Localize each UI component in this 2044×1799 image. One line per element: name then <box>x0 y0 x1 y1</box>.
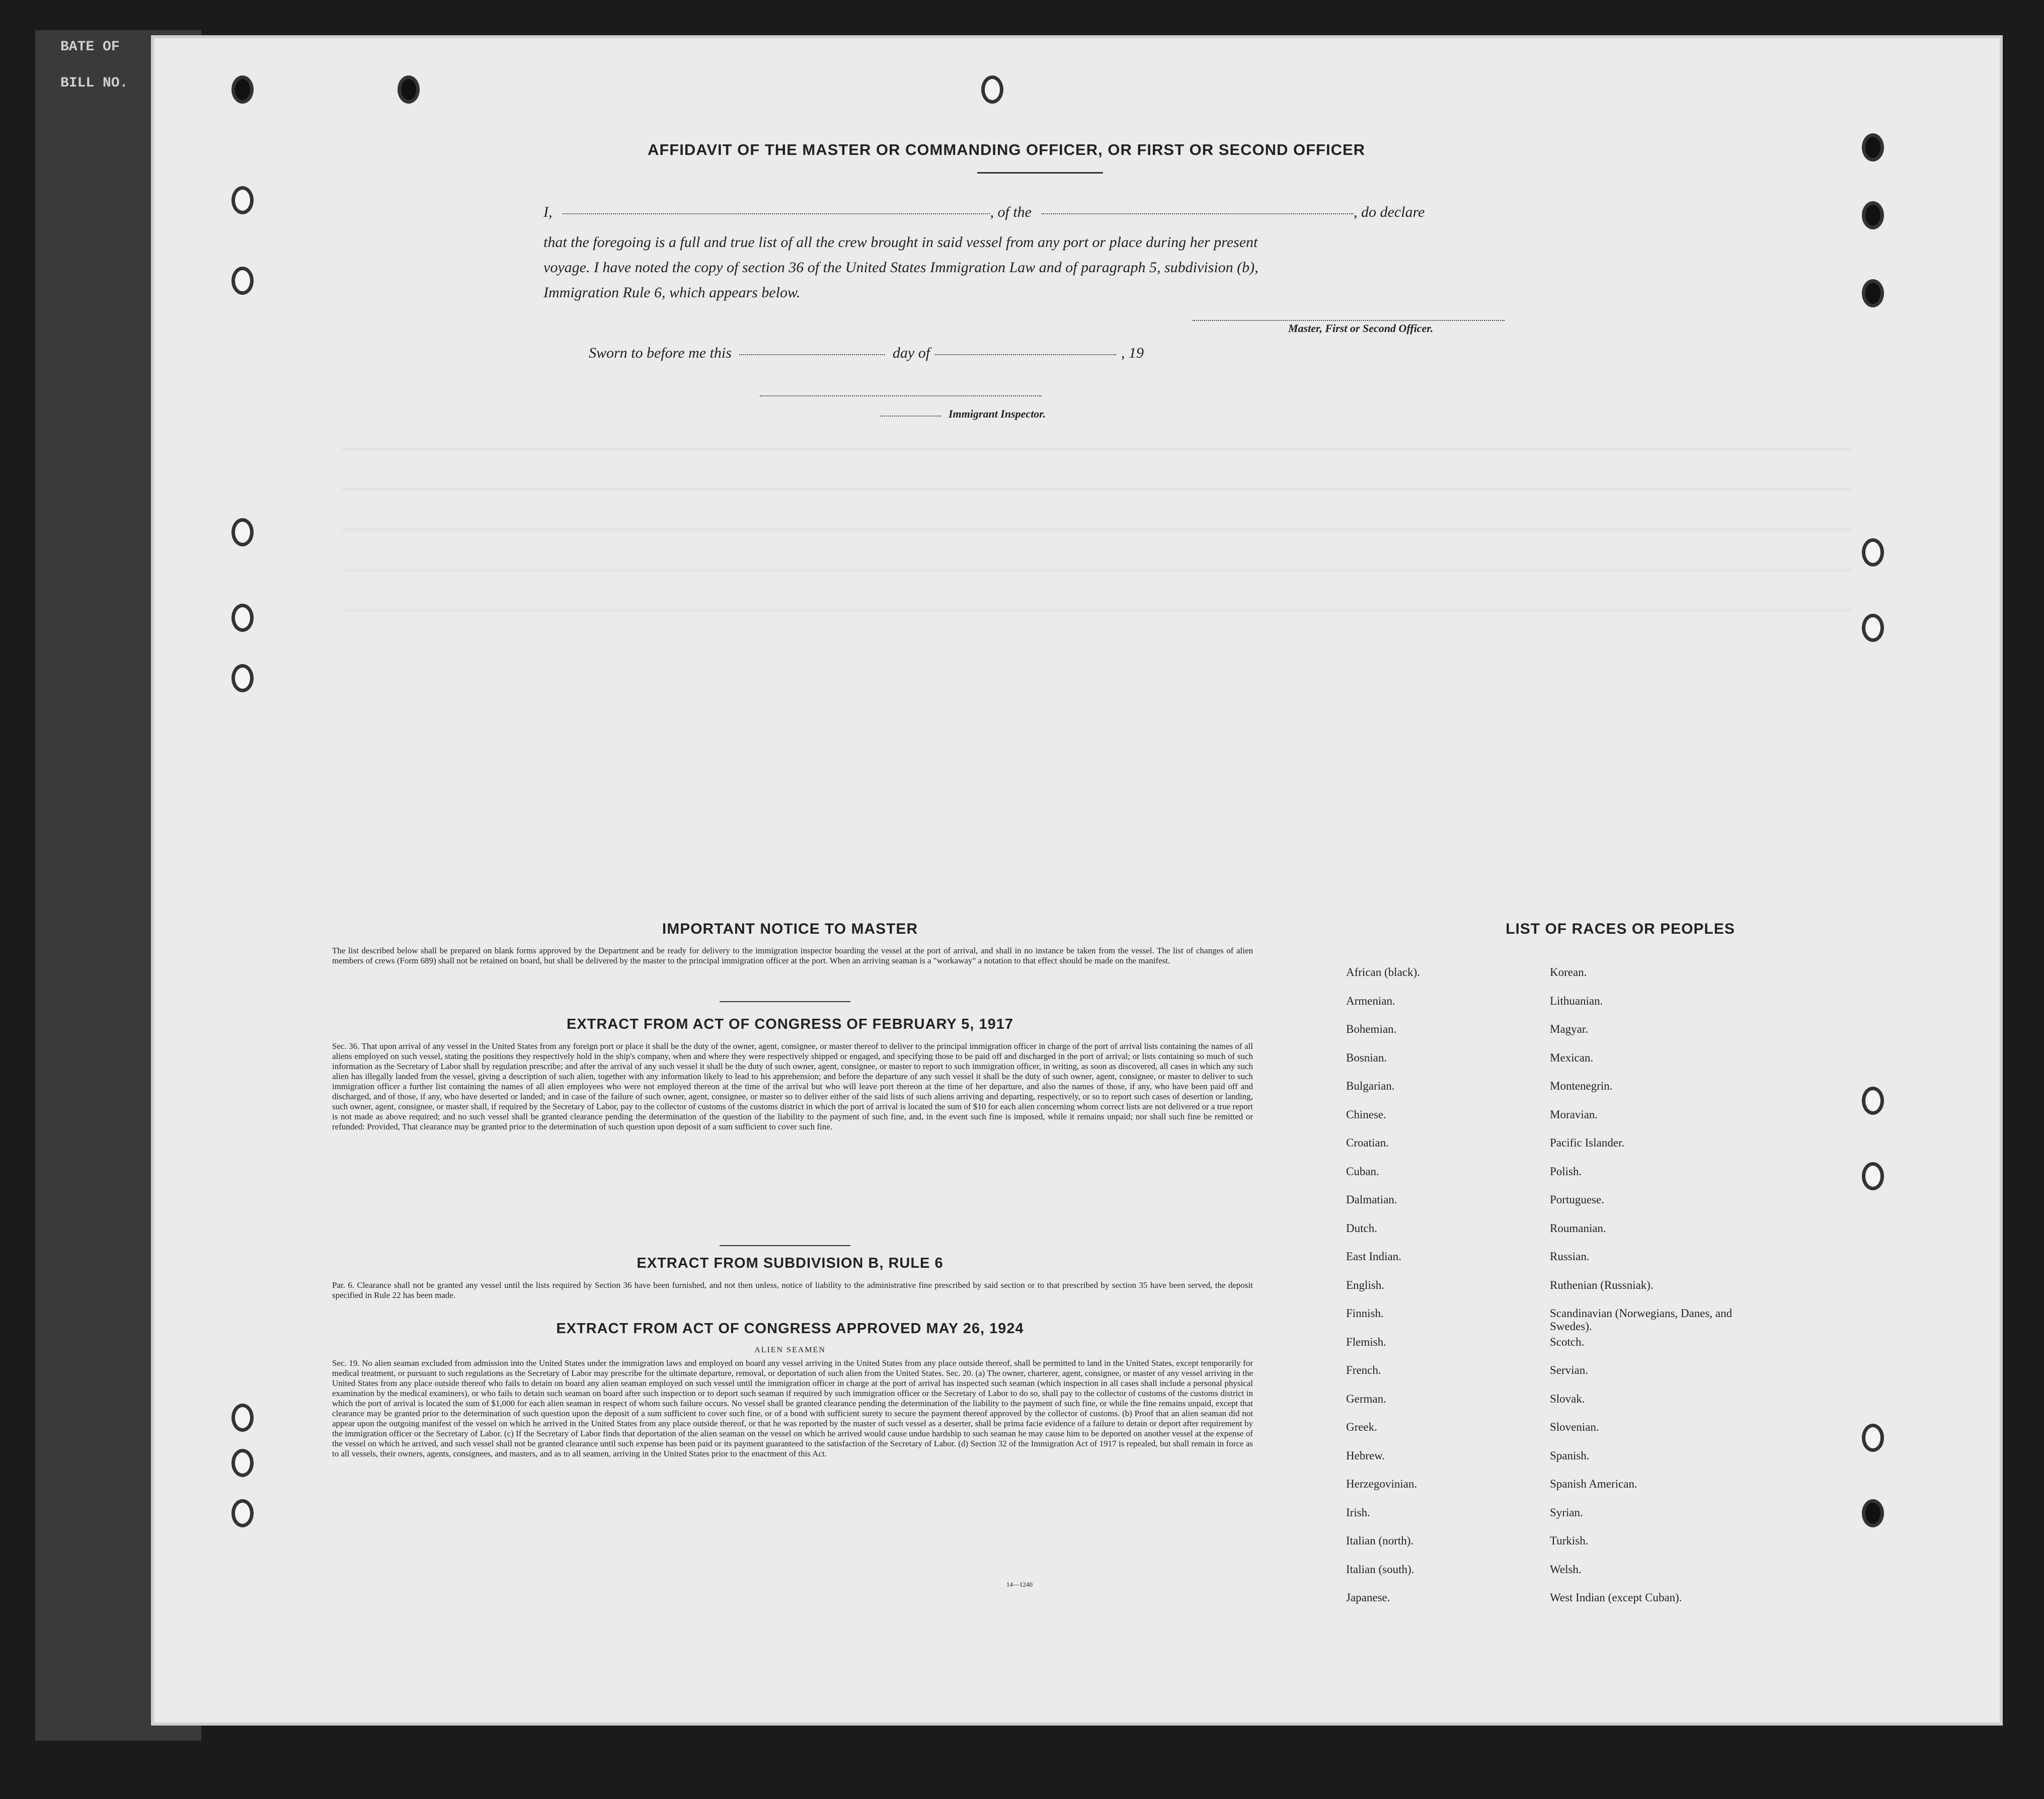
bleed-through-line <box>342 609 1852 612</box>
punch-hole <box>231 1449 254 1477</box>
sworn-day-blank <box>739 354 885 355</box>
inspector-lead-blank <box>881 415 941 417</box>
affidavit-i: I, <box>543 204 553 220</box>
punch-hole <box>1862 1424 1884 1452</box>
affidavit-do-declare: , do declare <box>1354 204 1425 220</box>
race-item: Greek. <box>1346 1421 1377 1433</box>
race-item: Spanish. <box>1550 1449 1590 1462</box>
notice-text: The list described below shall be prepared on blank forms approved by the Department and be ready for delivery to the immigration inspector boarding the vessel at the port of arrival, and shall in no instance be taken from the vessel. The list of changes of alien members of crews (Form 689) shall not be retained on board, but shall be delivered by the master to the principal immigration officer at the port. When an arriving seaman is a "workaway" a notation to that effect should be made on the manifest. <box>332 946 1253 965</box>
sworn-prefix: Sworn to before me this <box>589 345 732 361</box>
race-item: English. <box>1346 1278 1385 1291</box>
race-item: Italian (south). <box>1346 1563 1414 1576</box>
race-item: Scandinavian (Norwegians, Danes, and Swedes). <box>1550 1307 1733 1333</box>
inspector-caption: Immigrant Inspector. <box>949 407 1046 420</box>
race-item: Italian (north). <box>1346 1534 1414 1547</box>
master-caption: Master, First or Second Officer. <box>1288 322 1434 335</box>
race-item: Montenegrin. <box>1550 1080 1613 1092</box>
race-item: Magyar. <box>1550 1023 1589 1035</box>
extract-1924-subtitle: ALIEN SEAMEN <box>754 1346 826 1354</box>
race-item: Roumanian. <box>1550 1221 1606 1235</box>
section-divider <box>720 1001 850 1002</box>
affidavit-line-3: voyage. I have noted the copy of section 36 of the United States Immigration Law and of paragraph 5, subdivision (b), <box>543 259 1259 276</box>
punch-hole <box>1862 201 1884 229</box>
punch-hole <box>231 664 254 692</box>
race-item: Flemish. <box>1346 1335 1386 1348</box>
race-item: German. <box>1346 1392 1386 1405</box>
race-item: Lithuanian. <box>1550 994 1603 1007</box>
race-item: Polish. <box>1550 1165 1582 1178</box>
punch-hole <box>981 75 1003 104</box>
punch-hole <box>1862 1087 1884 1115</box>
extract-1924-text: Sec. 19. No alien seaman excluded from admission into the United States under the immigration laws and employed on board any vessel arriving in the United States from any place outside thereof, shall be permitted to land in the United States, except temporarily for medical treatment, or pursuant to such regulations as the Secretary of Labor may prescribe for the ultimate departure, removal, or deportation of such alien from the United States. Sec. 20. (a) The owner, charterer, agent, consignee, or master of any vessel arriving in the United States from any place outside thereof who fails to detain on board any alien seaman employed on such vessel until the immigration officer in charge at the port of arrival has inspected such seaman (which inspection in all cases shall include a personal physical examination by the medical examiners), or who fails to detain such seaman on board after such inspection or to deport such seaman if required by such immigration officer or the Secretary of Labor to do so, shall pay to the collector of customs of the customs district in which the port of arrival is located the sum of $1,000 for each alien seaman in respect of whom such failure occurs. No vessel shall be granted clearance pending the determination of the liability to the payment of such fine, or while the fine remains unpaid, except that clearance may be granted prior to the determination of such question upon the deposit of a sum sufficient to cover such fine, or of a bond with sufficient surety to secure the payment thereof approved by the collector of customs. (b) Proof that an alien seaman did not appear upon the outgoing manifest of the vessel on which he arrived in the United States from any place outside thereof, or that he was reported by the master of such vessel as a deserter, shall be prima facie evidence of a failure to detain or deport after requirement by the immigration officer or the Secretary of Labor. (c) If the Secretary of Labor finds that deportation of the alien seaman on the vessel on which he arrived would cause undue hardship to such seaman he may cause him to be deported on another vessel at the expense of the vessel on which he arrived, and such vessel shall not be granted clearance until such expense has been paid or its payment guaranteed to the satisfaction of the Secretary of Labor. (d) Section 32 of the Immigration Act of 1917 is repealed, but shall remain in force as to all vessels, their owners, agents, consignees, and masters, and as to all seamen, arriving in the United States prior to the enactment of this Act. <box>332 1358 1253 1458</box>
punch-hole <box>231 518 254 546</box>
punch-hole <box>398 75 420 104</box>
race-item: African (black). <box>1346 966 1420 978</box>
punch-hole <box>231 75 254 104</box>
affidavit-title: AFFIDAVIT OF THE MASTER OR COMMANDING OFFICER, OR FIRST OR SECOND OFFICER <box>647 141 1366 158</box>
races-title: LIST OF RACES OR PEOPLES <box>1506 921 1735 937</box>
rule6-title: EXTRACT FROM SUBDIVISION B, RULE 6 <box>637 1255 944 1271</box>
race-item: Slovenian. <box>1550 1421 1599 1433</box>
affidavit-line-1 <box>543 201 1550 223</box>
bleed-through-line <box>342 568 1852 571</box>
races-right-column <box>1550 966 1761 1620</box>
race-item: Pacific Islander. <box>1550 1136 1625 1149</box>
rule6-text: Par. 6. Clearance shall not be granted any vessel until the lists required by Section 36 have been furnished, and not then unless, notice of liability to the administrative fine prescribed by said section or to that prescribed by section 35 have been served, the deposit specified in Rule 22 has been made. <box>332 1280 1253 1300</box>
race-item: Scotch. <box>1550 1335 1585 1348</box>
affidavit-line-4: Immigration Rule 6, which appears below. <box>543 284 801 301</box>
race-item: Slovak. <box>1550 1392 1585 1405</box>
race-item: Russian. <box>1550 1250 1590 1263</box>
affidavit-of-the: , of the <box>990 204 1032 220</box>
race-item: Korean. <box>1550 966 1587 978</box>
punch-hole <box>231 1499 254 1527</box>
extract-1924-title: EXTRACT FROM ACT OF CONGRESS APPROVED MAY 26, 1924 <box>556 1321 1024 1337</box>
sworn-line <box>589 342 1444 364</box>
races-left-column <box>1346 966 1537 1620</box>
punch-hole <box>231 186 254 214</box>
punch-hole <box>231 604 254 632</box>
section-divider <box>720 1245 850 1246</box>
inspector-signature-blank <box>760 395 1042 396</box>
under-sheet-label-bill: BILL NO. <box>60 75 128 91</box>
race-item: Spanish American. <box>1550 1478 1637 1490</box>
race-item: Herzegovinian. <box>1346 1478 1418 1490</box>
race-item: Finnish. <box>1346 1307 1384 1320</box>
notice-title: IMPORTANT NOTICE TO MASTER <box>662 921 918 937</box>
punch-hole <box>1862 279 1884 307</box>
race-item: Hebrew. <box>1346 1449 1385 1462</box>
race-item: French. <box>1346 1364 1381 1376</box>
sworn-year: , 19 <box>1121 345 1144 361</box>
race-item: Moravian. <box>1550 1108 1598 1121</box>
punch-hole <box>1862 538 1884 566</box>
race-item: Bohemian. <box>1346 1023 1397 1035</box>
extract-1917-text: Sec. 36. That upon arrival of any vessel in the United States from any foreign port or place it shall be the duty of the owner, agent, consignee, or master thereof to deliver to the principal immigration officer in charge of the port of arrival lists containing the names of all aliens employed on such vessel, stating the positions they respectively hold in the ship's company, when and where they were respectively shipped or engaged, and specifying those to be paid off and discharged in the port of arrival; or lists containing so much of such information as the Secretary of Labor shall by regulation prescribe; and after the arrival of any such vessel it shall be the duty of such owner, agent, consignee, or master to report to such immigration officer, in writing, as soon as discovered, all cases in which any such alien has illegally landed from the vessel, giving a description of such alien, together with any information likely to lead to his apprehension; and before the departure of any such vessel it shall be the duty of such owner, agent, consignee, or master to deliver to such immigration officer a further list containing the names of all alien employees who were not employed thereon at the time of the arrival but who will leave port thereon at the time of her departure, and also the names of those, if any, who have been paid off and discharged, and of those, if any, who have deserted or landed; and in case of the failure of such owner, agent, consignee, or master so to deliver either of the said lists of such aliens arriving and departing, respectively, or so to report such cases of desertion or landing, such owner, agent, consignee, or master shall, if required by the Secretary of Labor, pay to the collector of customs of the customs district in which the port of arrival is located the sum of $10 for each alien concerning whom correct lists are not delivered or a true report is not made as above required; and no such vessel shall be granted clearance pending the determination of the question of the liability to the payment of such fine, and, in the event such fine is imposed, while it remains unpaid; nor shall such fine be remitted or refunded: Provided, That clearance may be granted prior to the determination of such question upon deposit of a sum sufficient to cover such fine. <box>332 1041 1253 1131</box>
punch-hole <box>1862 614 1884 642</box>
race-item: Dalmatian. <box>1346 1193 1397 1206</box>
punch-hole <box>1862 1162 1884 1190</box>
sworn-month-blank <box>935 354 1116 355</box>
title-underline <box>977 172 1103 174</box>
race-item: Chinese. <box>1346 1108 1386 1121</box>
race-item: Japanese. <box>1346 1591 1390 1604</box>
race-item: Syrian. <box>1550 1506 1583 1519</box>
race-item: Turkish. <box>1550 1534 1589 1547</box>
sworn-day-of: day of <box>892 345 930 361</box>
bleed-through-line <box>342 528 1852 531</box>
race-item: Croatian. <box>1346 1136 1389 1149</box>
race-item: Armenian. <box>1346 994 1395 1007</box>
race-item: Welsh. <box>1550 1563 1582 1576</box>
bleed-through-line <box>342 448 1852 451</box>
punch-hole <box>231 1404 254 1432</box>
vessel-blank <box>1042 213 1354 214</box>
name-blank <box>563 213 990 214</box>
race-item: Bosnian. <box>1346 1051 1387 1064</box>
affidavit-line-2: that the foregoing is a full and true list of all the crew brought in said vessel from any port or place during her present <box>543 234 1258 251</box>
race-item: Bulgarian. <box>1346 1080 1395 1092</box>
race-item: Servian. <box>1550 1364 1589 1376</box>
punch-hole <box>1862 1499 1884 1527</box>
race-item: East Indian. <box>1346 1250 1401 1263</box>
punch-hole <box>1862 133 1884 161</box>
bleed-through-line <box>342 488 1852 491</box>
form-number: 14—1240 <box>1006 1581 1033 1588</box>
race-item: Irish. <box>1346 1506 1370 1519</box>
document-page <box>151 35 2003 1726</box>
race-item: West Indian (except Cuban). <box>1550 1591 1682 1604</box>
punch-hole <box>231 267 254 295</box>
race-item: Dutch. <box>1346 1221 1377 1235</box>
extract-1917-title: EXTRACT FROM ACT OF CONGRESS OF FEBRUARY 5, 1917 <box>566 1016 1014 1032</box>
race-item: Portuguese. <box>1550 1193 1604 1206</box>
race-item: Cuban. <box>1346 1165 1379 1178</box>
race-item: Ruthenian (Russniak). <box>1550 1278 1654 1291</box>
race-item: Mexican. <box>1550 1051 1594 1064</box>
master-signature-blank <box>1193 319 1505 321</box>
under-sheet-label-date: BATE OF <box>60 39 120 55</box>
